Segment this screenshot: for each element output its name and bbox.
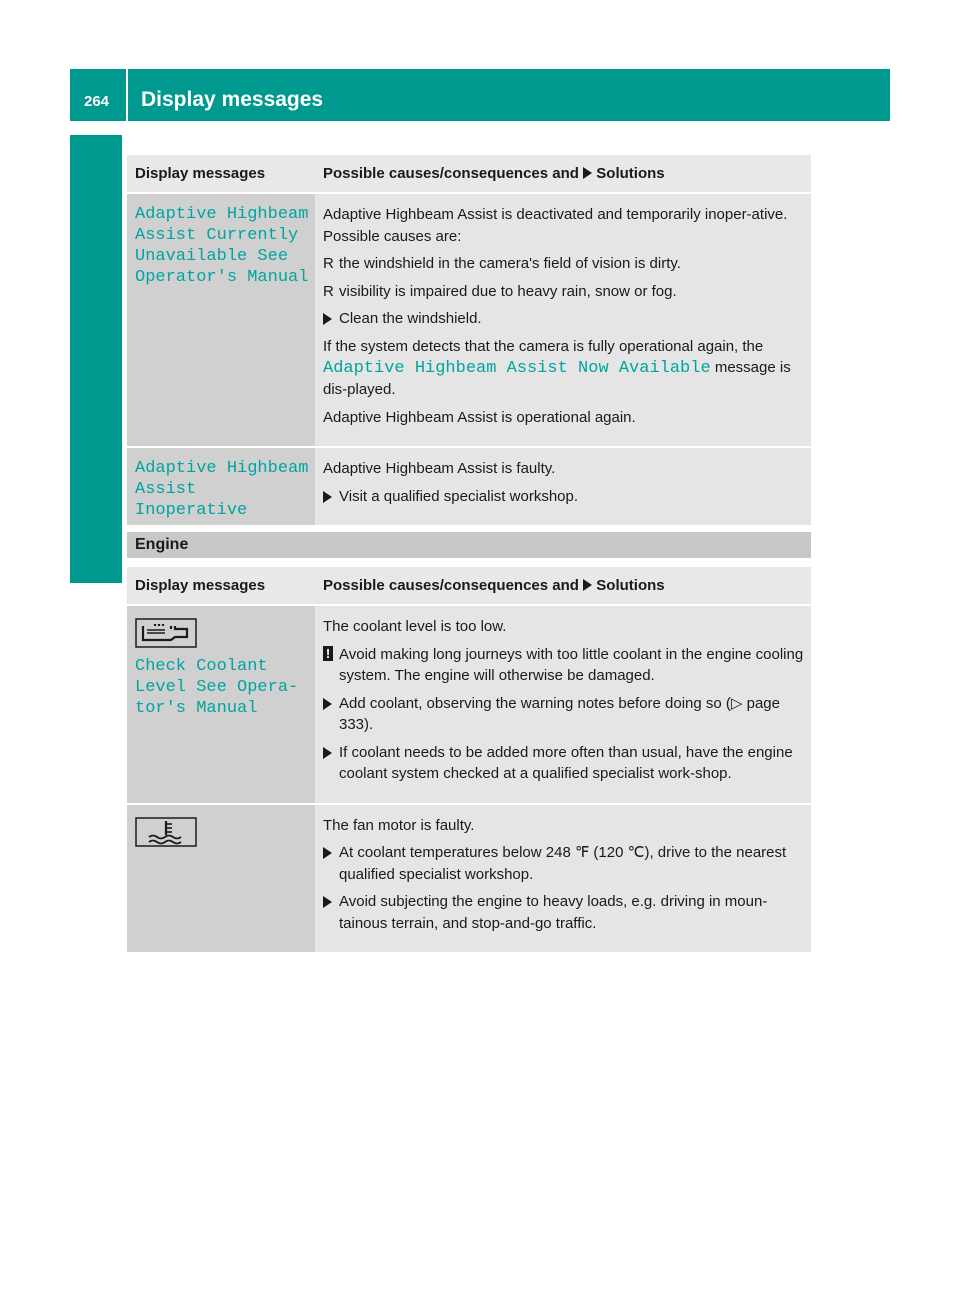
action-step: At coolant temperatures below 248 ℉ (120 ℃), drive to the nearest qualified specialist workshop. [323,842,805,885]
page-title: Display messages [141,88,324,111]
section-header [127,532,811,558]
column-header-causes: Possible causes/consequences and Solutions [323,577,665,594]
action-arrow-icon [583,167,592,179]
causes-solutions: Adaptive Highbeam Assist is faulty. Visit a qualified specialist workshop. [315,448,811,525]
coolant-level-icon [135,618,197,648]
display-message-inline: Adaptive Highbeam Assist Now Available [323,359,711,378]
table-row [127,805,811,955]
action-step: Avoid subjecting the engine to heavy loads, e.g. driving in moun-tainous terrain, and stop-and-go traffic. [323,891,805,934]
list-item: R the windshield in the camera's field of vision is dirty. [323,255,681,272]
action-arrow-icon [323,896,332,908]
action-arrow-icon [323,747,332,759]
action-step: Add coolant, observing the warning notes before doing so (▷ page 333). [323,693,805,736]
display-message: Adaptive Highbeam Assist Currently Unavailable See Operator's Manual [127,194,315,446]
list-item: R visibility is impaired due to heavy rain, snow or fog. [323,282,677,300]
action-step: If coolant needs to be added more often than usual, have the engine coolant system checked at a qualified specialist work-shop. [323,742,805,785]
display-message [127,805,315,953]
table-header-row [127,155,811,194]
action-arrow-icon [583,579,592,591]
warning-icon: ! [323,646,333,661]
warning-note: ! Avoid making long journeys with too little coolant in the engine cooling system. The engine will otherwise be damaged. [323,644,805,687]
action-step: Clean the windshield. [323,308,805,330]
causes-solutions: Adaptive Highbeam Assist is deactivated and temporarily inoper-ative. Possible causes are: R the windshield in the camera's field of vision is dirty. R visibility is impaired due to heavy rain, snow or fog. Clean the windshield. If the system detects that the camera is fully operational again, the Adaptive Highbeam Assist Now Available message is dis-played. Adaptive Highbeam Assist is operational again. [315,194,811,446]
column-header-messages: Display messages [135,165,266,182]
page-number: 264 [84,93,110,110]
chapter-label: On-board computer and displays [84,221,106,535]
column-header-messages: Display messages [135,577,266,594]
action-arrow-icon [323,313,332,325]
action-step: Visit a qualified specialist workshop. [323,486,805,508]
table-row [127,194,811,448]
action-arrow-icon [323,491,332,503]
action-arrow-icon [323,698,332,710]
column-header-causes: Possible causes/consequences and Solutions [323,165,665,182]
section-title: Engine [135,536,189,553]
messages-table-2 [127,567,811,954]
header-divider [126,69,128,121]
causes-solutions: The fan motor is faulty. At coolant temperatures below 248 ℉ (120 ℃), drive to the nearest qualified specialist workshop. Avoid subjecting the engine to heavy loads, e.g. driving in moun-tainous terrain, and stop-and-go traffic. [315,805,811,953]
display-message: Check Coolant Level See Opera‐ tor's Manual [127,606,315,803]
table-header-row [127,567,811,606]
table-row [127,606,811,805]
action-arrow-icon [323,847,332,859]
table-row [127,448,811,527]
display-message: Adaptive Highbeam Assist Inoperative [127,448,315,525]
causes-solutions: The coolant level is too low. ! Avoid making long journeys with too little coolant in the engine cooling system. The engine will otherwise be damaged. Add coolant, observing the warning notes before doing so (▷ page 333). If coolant needs to be added more often than usual, have the engine coolant system checked at a qualified specialist work-shop. [315,606,811,803]
coolant-temperature-icon [135,817,197,847]
messages-table-1 [127,155,811,527]
